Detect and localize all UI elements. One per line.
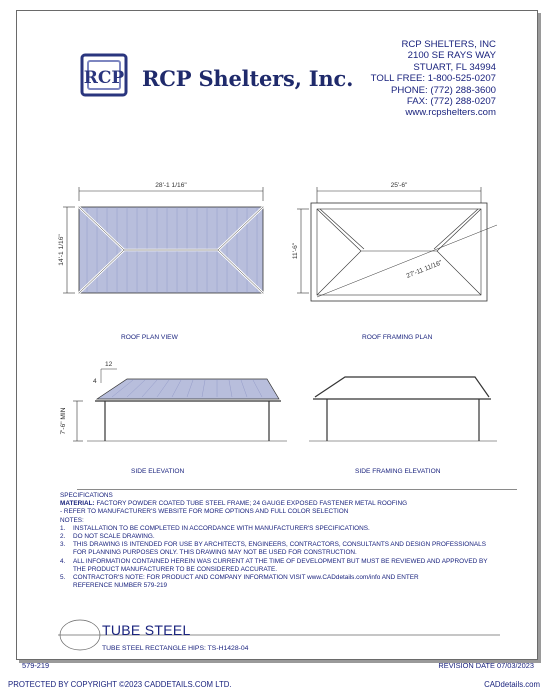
contact-line: TOLL FREE: 1-800-525-0207	[370, 73, 496, 85]
note-text: ALL INFORMATION CONTAINED HEREIN WAS CURRENT AT THE TIME OF DEVELOPMENT BUT MUST BE REVIEWED AND APPROVED BY	[73, 557, 488, 565]
note-text: INSTALLATION TO BE COMPLETED IN ACCORDANCE WITH MANUFACTURER'S SPECIFICATIONS.	[73, 524, 370, 532]
copyright-notice: PROTECTED BY COPYRIGHT ©2023 CADDETAILS.COM LTD.	[8, 680, 232, 689]
contact-line: RCP SHELTERS, INC	[401, 39, 496, 50]
contact-line: FAX: (772) 288-0207	[406, 96, 496, 108]
roof-plan-depth-dim: 14'-1 1/16"	[58, 234, 65, 266]
logo-text: RCP	[83, 68, 125, 88]
note-number: 1.	[60, 524, 66, 532]
technical-drawings	[17, 11, 537, 471]
framing-diagonal-dim: 27'-11 11/16"	[405, 259, 444, 280]
caption-roof-framing: ROOF FRAMING PLAN	[362, 334, 433, 341]
note-text: FOR PLANNING PURPOSES ONLY. THIS DRAWING MAY NOT BE USED FOR CONSTRUCTION.	[73, 549, 357, 557]
company-name: RCP Shelters, Inc.	[142, 66, 354, 91]
contact-line: STUART, FL 34994	[413, 61, 496, 73]
pitch-rise: 4	[93, 378, 97, 385]
side-framing-elevation	[309, 377, 497, 441]
note-text: THIS DRAWING IS INTENDED FOR USE BY ARCHITECTS, ENGINEERS, CONTRACTORS, CONSULTANTS AND DESIGN PROFESSIONALS	[73, 541, 486, 549]
note-number: 4.	[60, 557, 66, 565]
note-number: 5.	[60, 574, 66, 582]
drawing-subtitle: TUBE STEEL RECTANGLE HIPS: TS-H1428-04	[102, 645, 249, 652]
notes-heading: NOTES:	[60, 516, 84, 524]
caddetails-link[interactable]: CADdetails.com	[484, 680, 540, 689]
specifications-block	[60, 492, 500, 590]
caption-side-framing: SIDE FRAMING ELEVATION	[355, 468, 441, 475]
sheet-number: 579-219	[22, 661, 50, 670]
roof-framing-plan	[292, 182, 497, 301]
note-text: THE PRODUCT MANUFACTURER TO BE CONSIDERED ACCURATE.	[73, 565, 278, 573]
revision-date: REVISION DATE 07/03/2023	[438, 661, 534, 670]
note-text: REFERENCE NUMBER 579-219	[73, 582, 168, 590]
note-number: 2.	[60, 533, 66, 541]
framing-width-dim: 25'-6"	[390, 182, 408, 189]
side-elevation	[60, 361, 287, 441]
framing-depth-dim: 11'-6"	[292, 242, 299, 260]
note-number: 3.	[60, 541, 66, 549]
divider	[77, 489, 517, 490]
caption-side-elevation: SIDE ELEVATION	[131, 468, 185, 475]
specs-heading: SPECIFICATIONS	[60, 492, 113, 499]
roof-plan-view	[58, 182, 263, 293]
contact-line: PHONE: (772) 288-3600	[390, 84, 496, 96]
contact-website: www.rcpshelters.com	[405, 107, 496, 119]
material-text: FACTORY POWDER COATED TUBE STEEL FRAME; 24 GAUGE EXPOSED FASTENER METAL ROOFING	[94, 500, 408, 508]
material-note: - REFER TO MANUFACTURER'S WEBSITE FOR MORE OPTIONS AND FULL COLOR SELECTION	[60, 508, 349, 516]
caption-roof-plan: ROOF PLAN VIEW	[121, 334, 178, 341]
note-text: DO NOT SCALE DRAWING.	[73, 533, 155, 541]
drawing-title: TUBE STEEL	[102, 622, 191, 638]
clearance-dim: 7'-6" MIN	[60, 407, 67, 435]
pitch-run: 12	[105, 361, 113, 368]
material-label: MATERIAL:	[60, 500, 95, 508]
contact-line: 2100 SE RAYS WAY	[407, 50, 496, 62]
roof-plan-width-dim: 28'-1 1/16"	[155, 182, 187, 189]
note-text: CONTRACTOR'S NOTE: FOR PRODUCT AND COMPANY INFORMATION VISIT www.CADdetails.com/info AND ENTER	[73, 574, 419, 582]
